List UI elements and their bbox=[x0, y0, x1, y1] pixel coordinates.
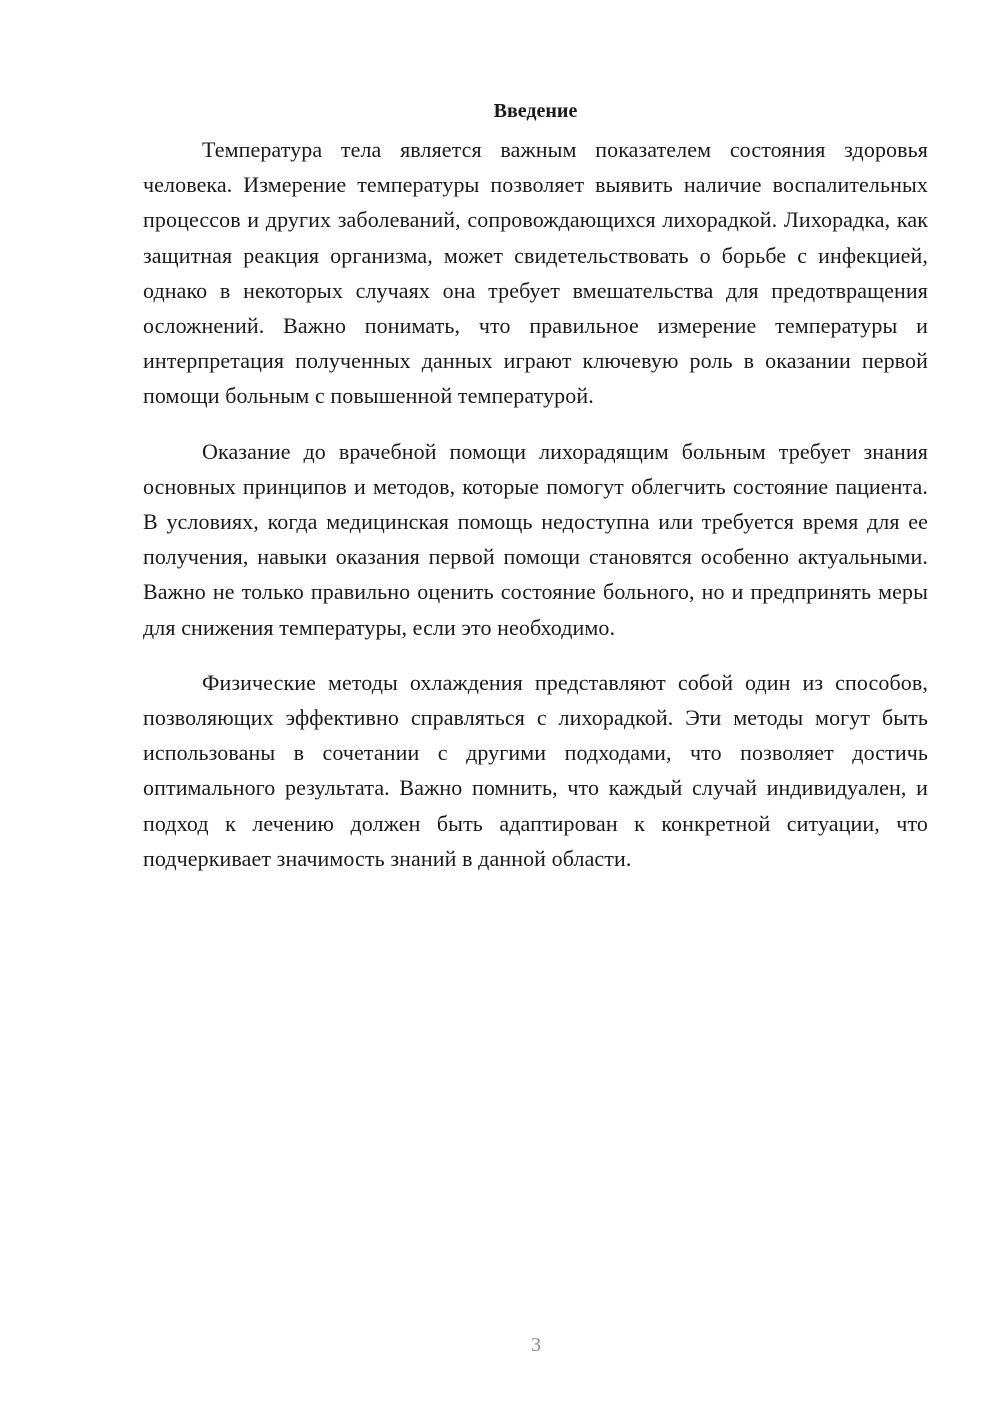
paragraph-2: Оказание до врачебной помощи лихорадящим больным требует знания основных принципов и методов, которые помогут облегчить состояние пациента. В условиях, когда медицинская помощь недоступна или требуется время для ее получения, навыки оказания первой помощи становятся особенно актуальными. Важно не только правильно оценить состояние больного, но и предпринять меры для снижения температуры, если это необходимо. bbox=[143, 438, 928, 640]
page-number: 3 bbox=[531, 1334, 541, 1356]
paragraph-3: Физические методы охлаждения представляют собой один из способов, позволяющих эффективно справляться с лихорадкой. Эти методы могут быть использованы в сочетании с другими подходами, что позволяет достичь оптимального результата. Важно помнить, что каждый случай индивидуален, и подход к лечению должен быть адаптирован к конкретной ситуации, что подчеркивает значимость знаний в данной области. bbox=[143, 669, 928, 871]
section-heading: Введение bbox=[493, 100, 578, 122]
paragraph-1: Температура тела является важным показателем состояния здоровья человека. Измерение температуры позволяет выявить наличие воспалительных процессов и других заболеваний, сопровождающихся лихорадкой. Лихорадка, как защитная реакция организма, может свидетельствовать о борьбе с инфекцией, однако в некоторых случаях она требует вмешательства для предотвращения осложнений. Важно понимать, что правильное измерение температуры и интерпретация полученных данных играют ключевую роль в оказании первой помощи больным с повышенной температурой. bbox=[143, 137, 928, 409]
page-content bbox=[143, 96, 928, 896]
